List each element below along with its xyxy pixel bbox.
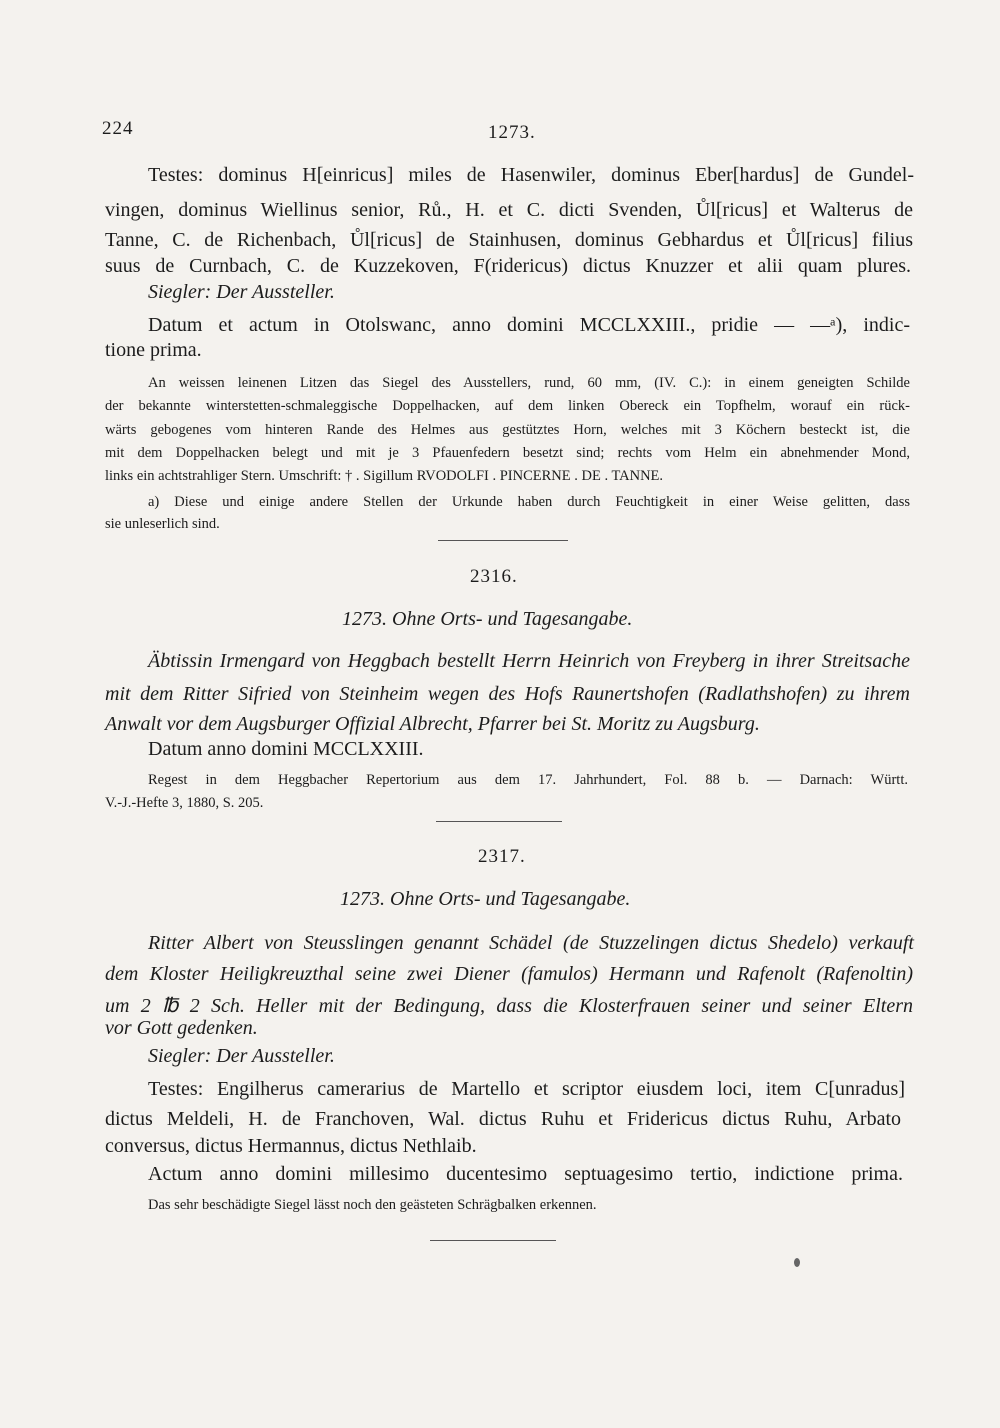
text-line: a) Diese und einige andere Stellen der Urkunde haben durch Feuchtigkeit in einer Weise gelitten, dass: [148, 494, 910, 510]
text-line: tione prima.: [105, 339, 202, 361]
section-divider: [436, 821, 562, 822]
text-line: Ritter Albert von Steusslingen genannt Schädel (de Stuzzelingen dictus Shedelo) verkauft: [148, 932, 914, 954]
page-number: 224: [102, 118, 134, 139]
text-line: mit dem Ritter Sifried von Steinheim wegen des Hofs Raunertshofen (Radlathshofen) zu ihrem: [105, 683, 910, 705]
doc-2316-datum: Datum anno domini MCCLXXIII.: [148, 738, 424, 760]
text-line: vor Gott gedenken.: [105, 1017, 258, 1039]
doc-2316-dateline: 1273. Ohne Orts- und Tagesangabe.: [342, 608, 633, 630]
paper-speck: [794, 1258, 800, 1267]
text-line: links ein achtstrahliger Stern. Umschrift: † . Sigillum RVODOLFI . PINCERNE . DE . TANNE.: [105, 468, 664, 484]
text-line: der bekannte winterstetten-schmaleggische Doppelhacken, auf dem linken Obereck ein Topfhelm, worauf ein rück-: [105, 398, 910, 414]
text-line: conversus, dictus Hermannus, dictus Nethlaib.: [105, 1135, 477, 1157]
text-line: vingen, dominus Wiellinus senior, Rů., H. et C. dicti Svenden, Ůl[ricus] et Walterus de: [105, 199, 913, 221]
doc-2317-actum: Actum anno domini millesimo ducentesimo septuagesimo tertio, indictione prima.: [148, 1163, 903, 1185]
section-divider: [430, 1240, 556, 1241]
doc-2317-seal-note: Das sehr beschädigte Siegel lässt noch den geästeten Schrägbalken erkennen.: [148, 1197, 597, 1213]
text-line: Testes: dominus H[einricus] miles de Hasenwiler, dominus Eber[hardus] de Gundel-: [148, 164, 914, 186]
doc-2316-number: 2316.: [470, 566, 518, 587]
text-line: Anwalt vor dem Augsburger Offizial Albrecht, Pfarrer bei St. Moritz zu Augsburg.: [105, 713, 760, 735]
section-divider: [438, 540, 568, 541]
text-line: Datum et actum in Otolswanc, anno domini MCCLXXIII., pridie — —ᵃ), indic-: [148, 314, 910, 336]
doc-2317-number: 2317.: [478, 846, 526, 867]
doc-2315-siegler: Siegler: Der Aussteller.: [148, 281, 335, 303]
text-line: Testes: Engilherus camerarius de Martello et scriptor eiusdem loci, item C[unradus]: [148, 1078, 905, 1100]
text-line: mit dem Doppelhacken belegt und mit je 3 Pfauenfedern besetzt sind; rechts vom Helm ein abnehmender Mond,: [105, 445, 910, 461]
text-line: Regest in dem Heggbacher Repertorium aus dem 17. Jahrhundert, Fol. 88 b. — Darnach: Württ.: [148, 772, 908, 788]
text-line: suus de Curnbach, C. de Kuzzekoven, F(ridericus) dictus Knuzzer et alii quam plures.: [105, 255, 911, 277]
text-line: V.-J.-Hefte 3, 1880, S. 205.: [105, 795, 264, 811]
text-line: Äbtissin Irmengard von Heggbach bestellt Herrn Heinrich von Freyberg in ihrer Streitsache: [148, 650, 910, 672]
doc-2317-siegler: Siegler: Der Aussteller.: [148, 1045, 335, 1067]
text-line: sie unleserlich sind.: [105, 516, 220, 532]
text-line: um 2 ℔ 2 Sch. Heller mit der Bedingung, dass die Klosterfrauen seiner und seiner Eltern: [105, 995, 913, 1017]
text-line: An weissen leinenen Litzen das Siegel des Ausstellers, rund, 60 mm, (IV. C.): in einem geneigten Schilde: [148, 375, 910, 391]
running-head-year: 1273.: [488, 122, 536, 143]
text-line: dem Kloster Heiligkreuzthal seine zwei Diener (famulos) Hermann und Rafenolt (Rafenoltin): [105, 963, 913, 985]
text-line: dictus Meldeli, H. de Franchoven, Wal. dictus Ruhu et Fridericus dictus Ruhu, Arbato: [105, 1108, 901, 1130]
text-line: wärts gebogenes vom hinteren Rande des Helmes aus gestütztes Horn, welches mit 3 Köchern besteckt ist, die: [105, 422, 910, 438]
text-line: Tanne, C. de Richenbach, Ůl[ricus] de Stainhusen, dominus Gebhardus et Ůl[ricus] filius: [105, 229, 913, 251]
doc-2317-dateline: 1273. Ohne Orts- und Tagesangabe.: [340, 888, 631, 910]
